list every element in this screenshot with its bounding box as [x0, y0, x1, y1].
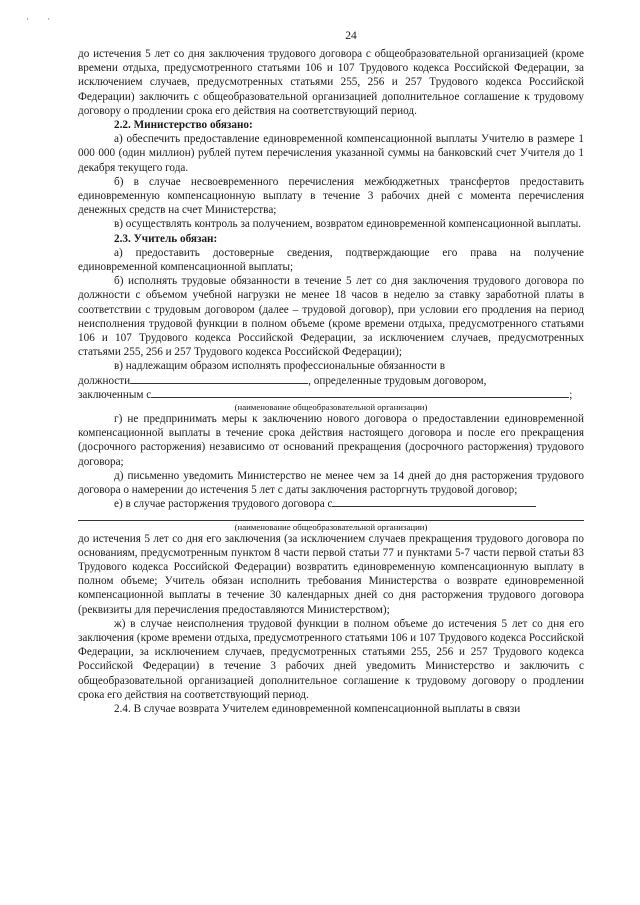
section-2-3-item-b: б) исполнять трудовые обязанности в течение 5 лет со дня заключения трудового договора по должности с объемом учебной нагрузки не менее 18 часов в неделю за ставку заработной платы в соответствии с трудовым договором (далее – трудовой договор), при условии его продления на период неисполнения трудовой функции в полном объеме (кроме времени отдыха, предусмотренного статьями 106 и 107 Трудового кодекса Российской Федерации, за исключением случаев, предусмотренных статьями 255, 256 и 257 Трудового кодекса Российской Федерации);	[78, 275, 584, 359]
org-name-caption-2: (наименование общеобразовательной организации)	[234, 521, 428, 532]
org-name-caption-1: (наименование общеобразовательной организации)	[234, 402, 428, 413]
section-2-3-item-a: а) предоставить достоверные сведения, подтверждающие его права на получение единовременной компенсационной выплаты;	[78, 246, 584, 274]
section-2-4-start: 2.4. В случае возврата Учителем единовременной компенсационной выплаты в связи	[114, 702, 521, 715]
section-2-3-item-c-line2	[78, 374, 584, 388]
paragraph-intro: до истечения 5 лет со дня заключения трудового договора с общеобразовательной организацией (кроме времени отдыха, предусмотренного статьями 106 и 107 Трудового кодекса Российской Федерации, за исключением случаев, предусмотренных статьями 255, 256 и 257 Трудового кодекса Российской Федерации) заключить с общеобразовательной организацией дополнительное соглашение к трудовому договору о продлении срока его действия на соответствующий период.	[78, 48, 584, 117]
termination-org-blank-line	[332, 497, 536, 507]
section-2-2-heading-text: 2.2. Министерство обязано:	[114, 119, 253, 132]
page-number: 24	[345, 30, 357, 42]
section-2-3-item-d: г) не предпринимать меры к заключению нового договора о предоставлении единовременной компенсационной выплаты в течение срока действия настоящего договора и после его прекращения (досрочного расторжения) независимо от оснований прекращения (досрочного расторжения) трудового договора;	[78, 413, 584, 468]
scan-marks: · ·	[26, 14, 59, 24]
employer-blank-line	[151, 388, 569, 398]
section-2-2-item-b: б) в случае несвоевременного перечисления межбюджетных трансфертов предоставить единовременную компенсационную выплату в течение 3 рабочих дней с момента перечисления денежных средств на счет Министерства;	[78, 175, 584, 217]
employer-label: заключенным с	[78, 388, 152, 401]
section-2-2-heading	[78, 118, 584, 132]
section-2-2-item-c: в) осуществлять контроль за получением, возвратом единовременной компенсационной выплаты.	[114, 218, 582, 231]
position-label: должности	[78, 374, 131, 387]
section-2-3-item-g: ж) в случае неисполнения трудовой функции в полном объеме до истечения 5 лет со дня его заключения (кроме времени отдыха, предусмотренного статьями 106 и 107 Трудового кодекса Российской Федерации, за исключением случаев, предусмотренных статьями 255, 256 и 257 Трудового кодекса Российской Федерации) в течение 3 рабочих дней уведомить Министерство и заключить с общеобразовательной организацией дополнительное соглашение к трудовому договору о продлении срока его действия на соответствующий период.	[78, 617, 584, 701]
position-blank-line	[130, 374, 308, 384]
section-2-3-item-f-continued: до истечения 5 лет со дня его заключения (за исключением случаев прекращения трудового договора по основаниям, предусмотренным пунктом 8 части первой статьи 77 и пунктами 5-7 части первой статьи 83 Трудового кодекса Российской Федерации) возвратить единовременную компенсационную выплату в полном объеме; Учитель обязан исполнить требования Министерства о возврате единовременной компенсационной выплаты в течение 30 календарных дней со дня расторжения трудового договора (реквизиты для перечисления предоставляются Министерством);	[78, 532, 584, 616]
position-line-end: , определенные трудовым договором,	[308, 374, 487, 387]
section-2-3-heading-text: 2.3. Учитель обязан:	[114, 232, 218, 245]
employer-line-end: ;	[569, 388, 573, 401]
section-2-2-item-a: а) обеспечить предоставление единовременной компенсационной выплаты Учителю в размере 1 000 000 (один миллион) рублей путем перечисления указанной суммы на банковский счет Учителя до 1 декабря текущего года.	[78, 133, 584, 174]
section-2-3-heading	[78, 232, 584, 246]
section-2-3-item-f-start	[78, 497, 584, 511]
section-2-3-item-c-line3	[78, 388, 584, 402]
section-2-3-item-c-line1: в) надлежащим образом исполнять профессиональные обязанности в	[114, 360, 446, 373]
termination-label: е) в случае расторжения трудового договора с	[114, 498, 333, 511]
section-2-3-item-e: д) письменно уведомить Министерство не менее чем за 14 дней до дня расторжения трудового договора о намерении до истечения 5 лет с даты заключения расторгнуть трудовой договор;	[78, 469, 584, 497]
org-name-blank-line	[78, 512, 584, 521]
